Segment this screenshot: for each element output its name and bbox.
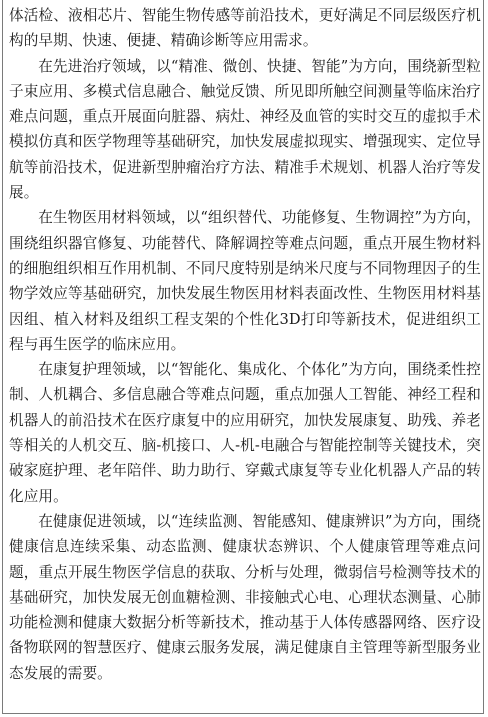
page-frame [2,0,484,714]
paragraph-health-promotion: 在健康促进领域，以“连续监测、智能感知、健康辨识”为方向，围绕健康信息连续采集、动态监测、健康状态辨识、个人健康管理等难点问题，重点开展生物医学信息的获取、分析与处理，微弱信号检测等技术的基础研究，加快发展无创血糖检测、非接触式心电、心理状态测量、心肺功能检测和健康大数据分析等新技术，推动基于人体传感器网络、医疗设备物联网的智慧医疗、健康云服务发展，满足健康自主管理等新型服务业态发展的需要。 [9,512,481,682]
paragraph-advanced-therapy: 在先进治疗领域，以“精准、微创、快捷、智能”为方向，围绕新型粒子束应用、多模式信息融合、触觉反馈、所见即所触空间测量等临床治疗难点问题，重点开展面向脏器、病灶、神经及血管的实时交互的虚拟手术模拟仿真和医学物理等基础研究，加快发展虚拟现实、增强现实、定位导航等前沿技术，促进新型肿瘤治疗方法、精准手术规划、机器人治疗等发展。 [9,57,481,202]
paragraph-biomaterials: 在生物医用材料领域，以“组织替代、功能修复、生物调控”为方向，围绕组织器官修复、功能替代、降解调控等难点问题，重点开展生物材料的细胞组织相互作用机制、不同尺度特别是纳米尺度与不同物理因子的生物学效应等基础研究，加快发展生物医用材料表面改性、生物医用材料基因组、植入材料及组织工程支架的个性化3D打印等新技术，促进组织工程与再生医学的临床应用。 [9,209,481,353]
document-body [9,3,481,686]
paragraph-rehabilitation: 在康复护理领域，以“智能化、集成化、个体化”为方向，围绕柔性控制、人机耦合、多信息融合等难点问题，重点加强人工智能、神经工程和机器人的前沿技术在医疗康复中的应用研究，加快发展康复、助残、养老等相关的人机交互、脑-机接口、人-机-电融合与智能控制等关键技术，突破家庭护理、老年陪伴、助力助行、穿戴式康复等专业化机器人产品的转化应用。 [9,361,481,505]
paragraph-continuation: 体活检、液相芯片、智能生物传感等前沿技术，更好满足不同层级医疗机构的早期、快速、便捷、精确诊断等应用需求。 [9,7,481,50]
